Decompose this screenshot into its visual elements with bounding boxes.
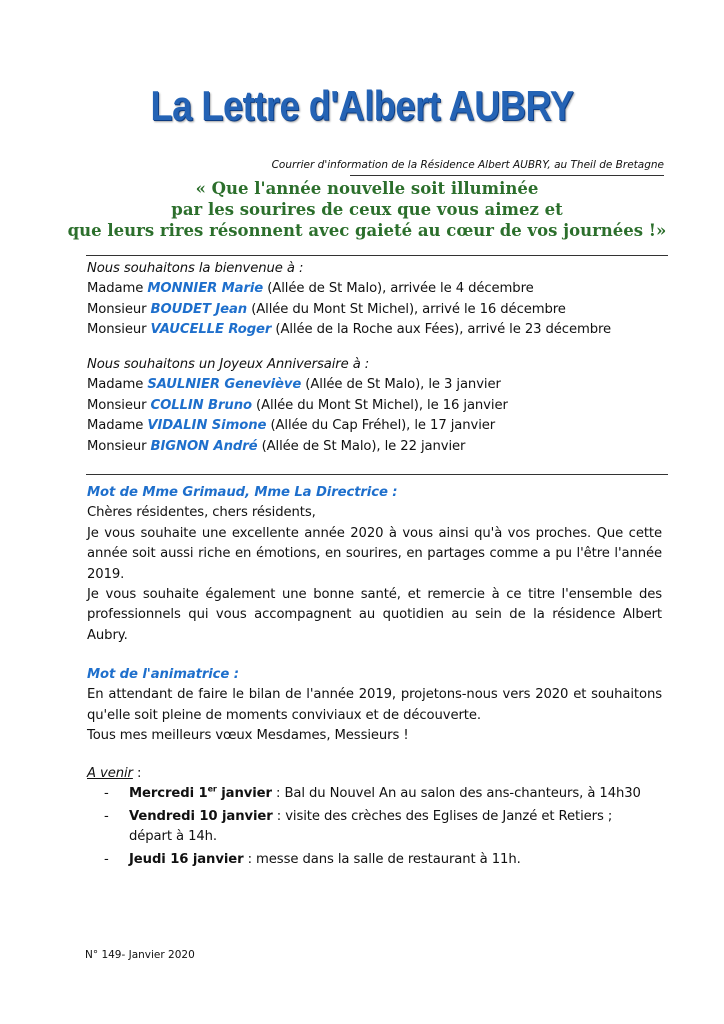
newsletter-subtitle: Courrier d'information de la Résidence Albert AUBRY, au Theil de Bretagne: [271, 159, 664, 171]
list-item: [87, 320, 684, 340]
event-text: : visite des crèches des Eglises de Janzé et Retiers ; départ à 14h.: [129, 808, 613, 845]
civility: Monsieur: [87, 438, 147, 454]
event-date-text: janvier: [216, 786, 272, 802]
resident-detail: (Allée de St Malo), arrivée le 4 décembre: [267, 281, 534, 297]
list-item: [87, 279, 684, 299]
event-date: [129, 786, 272, 801]
list-item: [87, 850, 654, 870]
quote-line: « Que l'année nouvelle soit illuminée: [195, 179, 539, 198]
upcoming-heading-suffix: :: [132, 766, 142, 781]
civility: Monsieur: [87, 322, 147, 338]
upcoming-heading-text: A venir: [87, 766, 133, 781]
director-paragraph: Je vous souhaite également une bonne santé, et remercie à ce titre l'ensemble des professionnels qui vous accompagnent au quotidien au sein de la résidence Albert Aubry.: [87, 587, 662, 643]
quote-line: par les sourires de ceux que vous aimez et: [171, 200, 563, 219]
event-date-text: Vendredi 10 janvier: [129, 808, 273, 824]
animator-heading: Mot de l'animatrice :: [87, 667, 239, 682]
list-item: [87, 396, 684, 416]
resident-detail: (Allée du Cap Fréhel), le 17 janvier: [270, 418, 496, 434]
resident-detail: (Allée de la Roche aux Fées), arrivé le 23 décembre: [275, 322, 612, 338]
subtitle-divider: [350, 175, 664, 176]
resident-name: VAUCELLE Roger: [150, 322, 272, 338]
animator-section: [87, 665, 662, 747]
resident-name: MONNIER Marie: [147, 281, 264, 297]
director-heading: Mot de Mme Grimaud, Mme La Directrice :: [87, 485, 398, 500]
animator-paragraph: En attendant de faire le bilan de l'année 2019, projetons-nous vers 2020 et souhaitons qu'elle soit pleine de moments conviviaux et de découverte.: [87, 687, 662, 723]
director-section: [87, 483, 662, 646]
event-date: [129, 852, 244, 867]
event-date-sup: er: [207, 785, 217, 795]
director-greeting: Chères résidentes, chers résidents,: [87, 505, 316, 521]
event-list: [87, 784, 654, 870]
resident-name: BIGNON André: [150, 438, 258, 454]
resident-name: COLLIN Bruno: [150, 397, 252, 413]
resident-name: BOUDET Jean: [150, 301, 248, 317]
event-text: : Bal du Nouvel An au salon des ans-chanteurs, à 14h30: [271, 786, 641, 802]
civility: Monsieur: [87, 301, 147, 317]
birthday-section: [87, 355, 684, 457]
event-date-text: Jeudi 16 janvier: [129, 851, 244, 867]
dash-bullet: -: [104, 851, 109, 867]
list-item: [87, 807, 654, 848]
list-item: [87, 416, 684, 436]
welcome-intro: Nous souhaitons la bienvenue à :: [87, 261, 304, 276]
resident-detail: (Allée du Mont St Michel), arrivé le 16 décembre: [251, 301, 566, 317]
list-item: [87, 784, 654, 804]
director-paragraph: Je vous souhaite une excellente année 2020 à vous ainsi qu'à vos proches. Que cette année soit aussi riche en émotions, en sourires, en partages comme a pu l'être l'année 2019.: [87, 525, 662, 582]
event-text: : messe dans la salle de restaurant à 11h.: [243, 851, 521, 867]
dash-bullet: -: [104, 808, 109, 824]
section-divider: [86, 474, 668, 475]
upcoming-heading: [87, 764, 654, 784]
civility: Madame: [87, 281, 144, 297]
birthday-intro: Nous souhaitons un Joyeux Anniversaire à :: [87, 357, 370, 372]
list-item: [87, 375, 684, 395]
newsletter-title: La Lettre d'Albert AUBRY: [150, 82, 574, 129]
civility: Madame: [87, 418, 144, 434]
resident-name: VIDALIN Simone: [147, 418, 267, 434]
resident-name: SAULNIER Geneviève: [147, 377, 302, 393]
animator-paragraph: Tous mes meilleurs vœux Mesdames, Messieurs !: [87, 728, 409, 744]
issue-number: N° 149- Janvier 2020: [85, 949, 195, 961]
resident-detail: (Allée de St Malo), le 3 janvier: [305, 377, 501, 393]
new-year-quote: [50, 178, 684, 241]
event-date-text: Mercredi 1: [129, 786, 208, 802]
event-date: [129, 809, 273, 824]
section-divider: [86, 255, 668, 256]
dash-bullet: -: [104, 786, 109, 802]
civility: Monsieur: [87, 397, 147, 413]
list-item: [87, 300, 684, 320]
resident-detail: (Allée de St Malo), le 22 janvier: [261, 438, 466, 454]
quote-line: que leurs rires résonnent avec gaieté au cœur de vos journées !»: [67, 221, 667, 240]
welcome-section: [87, 259, 684, 341]
civility: Madame: [87, 377, 144, 393]
resident-detail: (Allée du Mont St Michel), le 16 janvier: [256, 397, 508, 413]
upcoming-section: [87, 764, 654, 872]
list-item: [87, 437, 684, 457]
